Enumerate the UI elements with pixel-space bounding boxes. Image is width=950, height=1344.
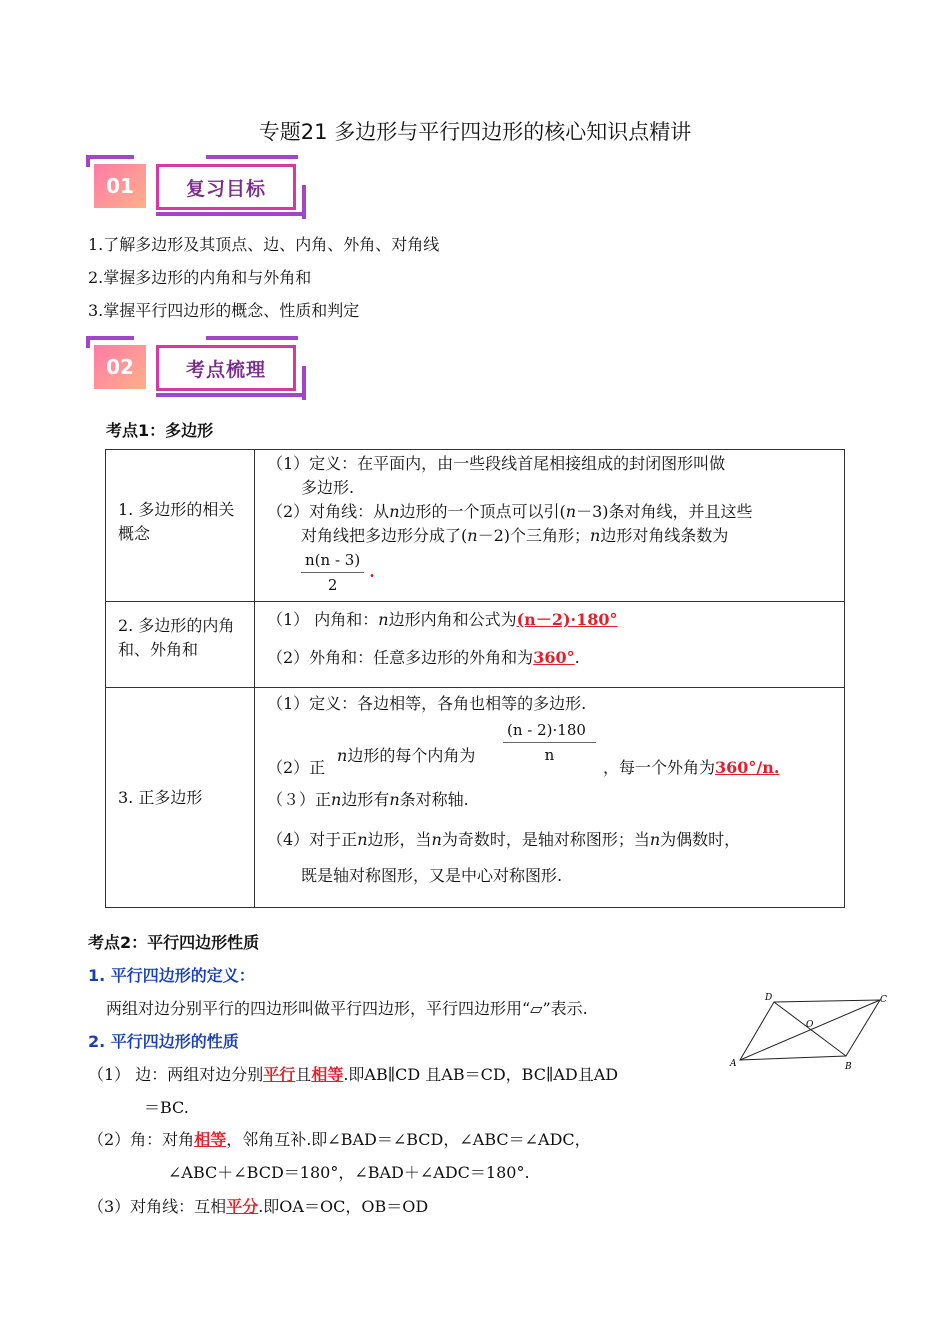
banner-label: 考点梳理 — [156, 345, 296, 391]
text-line: （2）对角线：从n边形的一个顶点可以引(n－3)条对角线，并且这些 — [267, 502, 753, 521]
row-label: 2. 多边形的内角和、外角和 — [106, 602, 255, 688]
label-c: C — [880, 995, 887, 1005]
label-o: O — [806, 1020, 814, 1030]
row-content — [255, 450, 845, 602]
page-title: 专题21 多边形与平行四边形的核心知识点精讲 — [258, 120, 692, 144]
kp1-heading: 考点1：多边形 — [106, 421, 214, 440]
banner-number: 01 — [94, 164, 146, 208]
text-line: 对角线把多边形分成了(n－2)个三角形；n边形对角线条数为 — [301, 526, 729, 545]
goal-item: 1.了解多边形及其顶点、边、内角、外角、对角线 — [88, 235, 440, 254]
text-line: （３）正n边形有n条对称轴. — [267, 790, 469, 809]
text-line: （2）外角和：任意多边形的外角和为360°. — [267, 648, 580, 667]
text-line: 多边形. — [301, 478, 355, 497]
row-content — [255, 602, 845, 688]
property-sides-cont: ＝BC. — [144, 1098, 189, 1117]
text-line: （4）对于正n边形，当n为奇数时，是轴对称图形；当n为偶数时， — [267, 830, 741, 849]
property-angles-cont: ∠ABC＋∠BCD＝180°，∠BAD＋∠ADC＝180°. — [168, 1163, 530, 1182]
definition-text: 两组对边分别平行的四边形叫做平行四边形，平行四边形用“▱”表示. — [106, 999, 588, 1018]
diagonal-formula: $\frac{n(n - 3)}{2}$ . — [267, 548, 836, 597]
table-row — [106, 602, 845, 688]
goal-item: 3.掌握平行四边形的概念、性质和判定 — [88, 301, 360, 320]
banner-label: 复习目标 — [156, 164, 296, 210]
text-line: （1） 内角和：n边形内角和公式为(n－2)·180° — [267, 610, 618, 629]
banner-number: 02 — [94, 345, 146, 389]
goal-item: 2.掌握多边形的内角和与外角和 — [88, 268, 312, 287]
table-row — [106, 688, 845, 908]
row-label: 3. 正多边形 — [106, 688, 255, 908]
property-heading: 2. 平行四边形的性质 — [88, 1032, 239, 1051]
definition-heading: 1. 平行四边形的定义： — [88, 966, 255, 985]
kp2-heading: 考点2：平行四边形性质 — [88, 933, 260, 952]
diagonal-ac — [740, 1000, 880, 1060]
table-row — [106, 450, 845, 602]
property-sides: （1） 边：两组对边分别平行且相等.即AB∥CD 且AB＝CD，BC∥AD且AD — [88, 1065, 619, 1084]
section-banner-goals — [86, 155, 306, 217]
label-d: D — [765, 993, 773, 1003]
label-a: A — [730, 1059, 737, 1069]
text-line: （1）定义：在平面内，由一些段线首尾相接组成的封闭图形叫做 — [267, 454, 726, 473]
text-line: （1）定义：各边相等，各角也相等的多边形. — [267, 694, 587, 713]
property-angles: （2）角：对角相等，邻角互补.即∠BAD＝∠BCD，∠ABC＝∠ADC， — [88, 1130, 591, 1149]
text-line: （2）正 n边形的每个内角为 $\frac{(n - 2)\cdot 180}{n}$ ，每一个外角为360°/n. — [267, 720, 836, 780]
polygon-table — [105, 449, 845, 908]
parallelogram-figure — [728, 990, 893, 1075]
section-banner-points — [86, 336, 306, 398]
row-content — [255, 688, 845, 908]
row-label: 1. 多边形的相关概念 — [106, 450, 255, 602]
label-b: B — [845, 1062, 852, 1072]
text-line: 既是轴对称图形，又是中心对称图形. — [301, 866, 563, 885]
property-diagonals: （3）对角线：互相平分.即OA＝OC，OB＝OD — [88, 1197, 429, 1216]
